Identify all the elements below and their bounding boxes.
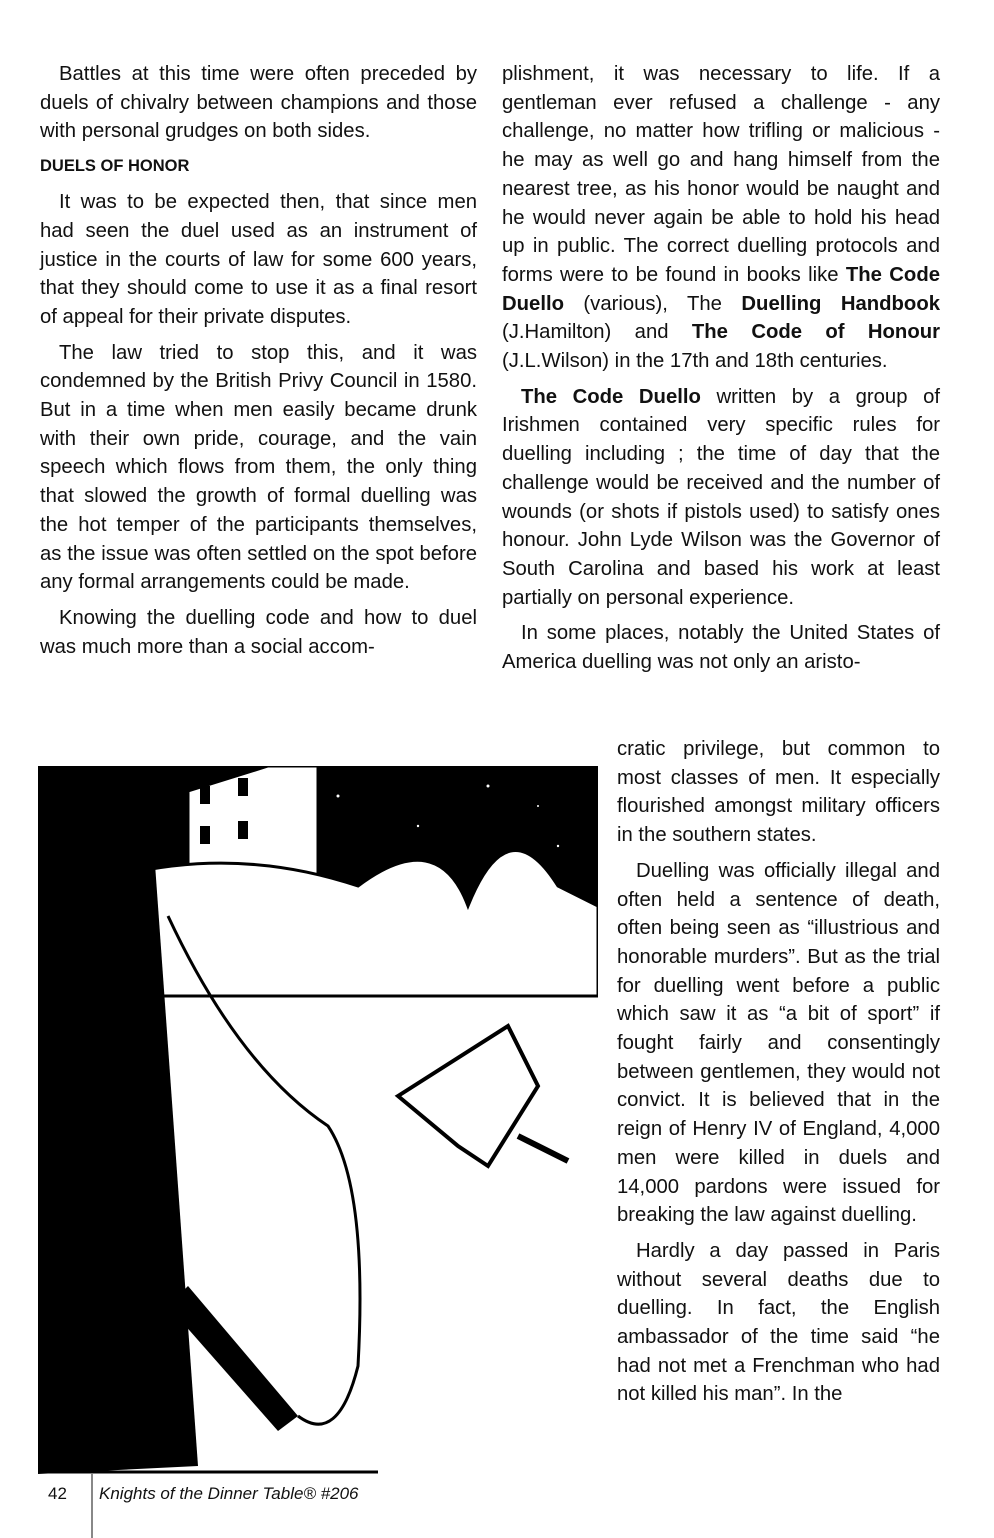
duel-illustration — [38, 766, 598, 1474]
paragraph: It was to be expected then, that since men had seen the duel used as an instrument of justice in the courts of law for some 600 years, that they should come to use it as a final resort of appeal for their private disputes. — [40, 191, 477, 328]
paragraph: In some places, notably the United States of America duelling was not only an aristo- — [502, 622, 940, 674]
book-title: Duelling Handbook — [741, 292, 940, 315]
paragraph: cratic privilege, but common to most classes of men. It especially flourished amongst military officers in the southern states. — [617, 738, 940, 847]
paragraph — [502, 60, 940, 376]
page-number: 42 — [48, 1484, 67, 1503]
section-heading: DUELS OF HONOR — [40, 157, 190, 176]
page-footer — [0, 1472, 994, 1538]
right-column-top — [502, 60, 940, 684]
paragraph: Battles at this time were often preceded by duels of chivalry between champions and those with personal grudges on both sides. — [40, 63, 477, 143]
right-column-bottom — [617, 735, 940, 1416]
paragraph: The law tried to stop this, and it was condemned by the British Privy Council in 1580. But in a time when men easily became drunk with their own pride, courage, and the vain speech which flows from them, the only thing that slowed the growth of formal duelling was the hot temper of the participants themselves, as the issue was often settled on the spot before any formal arrangements could be made. — [40, 341, 477, 594]
paragraph: Hardly a day passed in Paris without several deaths due to duelling. In fact, the English ambassador of the time said “he had not met a Frenchman who had not killed his man”. In the — [617, 1239, 940, 1406]
book-title: The Code of Honour — [691, 321, 940, 344]
paragraph: Duelling was officially illegal and often held a sentence of death, often being seen as “illustrious and honorable murders”. But as the trial for duelling went before a public which saw it as “a bit of sport” if fought fairly and consentingly between gentlemen, they would not convict. It is believed that in the reign of Henry IV of England, 4,000 men were killed in duels and 14,000 pardons were issued for breaking the law against duelling. — [617, 859, 940, 1227]
text: (various), The — [563, 292, 742, 315]
book-title: The Code Duello — [521, 385, 701, 408]
footer-divider — [91, 1474, 93, 1538]
text: plishment, it was necessary to life. If a gentleman ever refused a challenge - any challenge, no matter how trifling or malicious - he may as well go and hang himself from the nearest tree, as his honor would be naught and he would never again be able to hold his head up in public. The correct duelling protocols and forms were to be found in books like — [502, 63, 940, 286]
paragraph: Knowing the duelling code and how to duel was much more than a social accom- — [40, 606, 477, 658]
book-title: The Code Duello — [502, 263, 940, 315]
publication-title: Knights of the Dinner Table® #206 — [99, 1484, 359, 1503]
text: (J.Hamilton) and — [502, 321, 692, 344]
text: (J.L.Wilson) in the 17th and 18th centuries. — [502, 350, 888, 373]
text: written by a group of Irishmen contained very specific rules for duelling including ; the time of day that the challenge would be received and the number of wounds (or shots if pistols used) to satisfy ones honour. John Lyde Wilson was the Governor of South Carolina and based his work at least partially on personal experience. — [502, 385, 940, 609]
left-column — [40, 60, 477, 668]
paragraph — [502, 383, 940, 613]
